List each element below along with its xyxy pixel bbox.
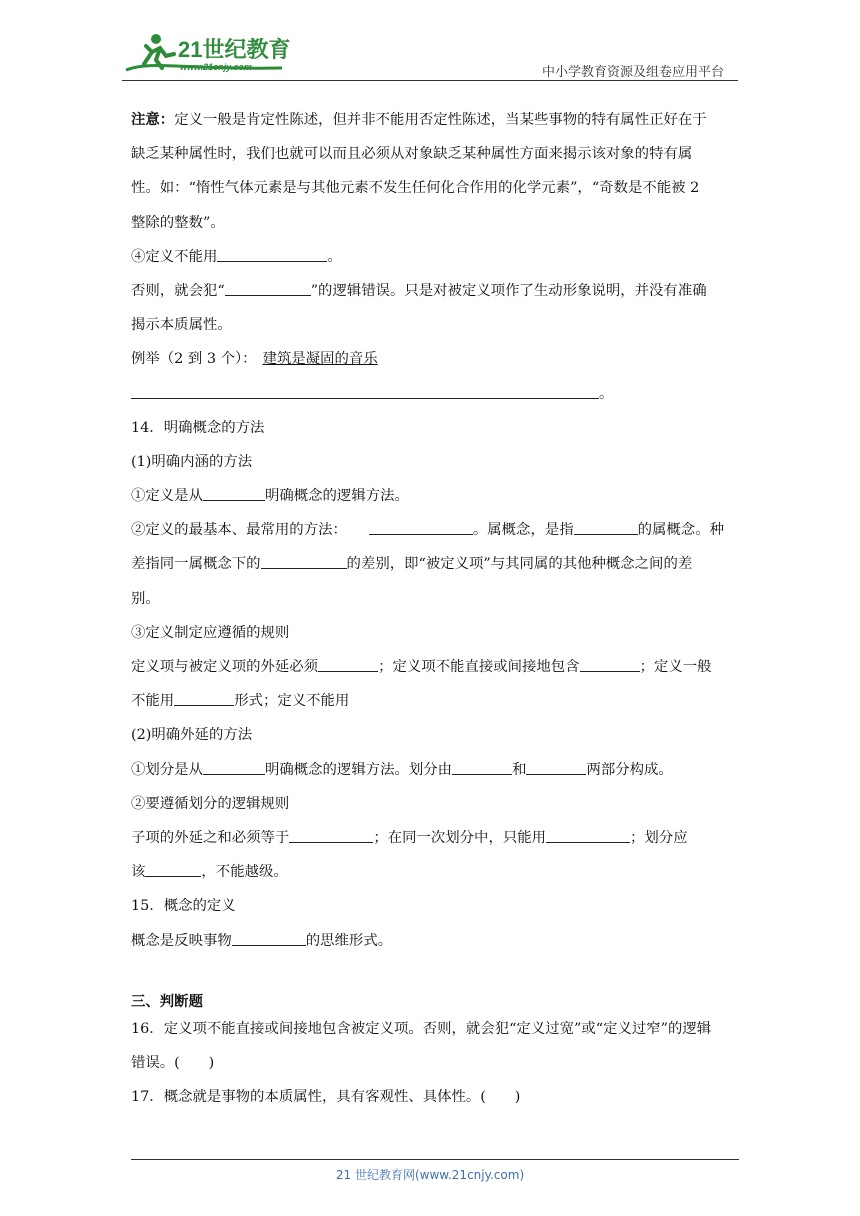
note-line-4: 整除的整数”。 [131, 214, 225, 231]
21cnjy-logo [122, 30, 292, 78]
footer-divider [131, 1159, 739, 1160]
q14-1b [131, 516, 731, 550]
rule-4-end: 。 [327, 248, 342, 265]
document-body [131, 106, 731, 1117]
q14-2b: ②要遵循划分的逻辑规则 [131, 795, 290, 812]
q15-text-b: 的思维形式。 [305, 932, 393, 949]
otherwise-text-a: 否则，就会犯“ [131, 282, 225, 299]
answer-blank[interactable] [574, 519, 638, 535]
q14-1c-text-a: 定义项与被定义项的外延必须 [131, 659, 319, 675]
answer-blank[interactable] [289, 827, 373, 843]
q14-2a-text-d: 两部分构成。 [586, 761, 673, 778]
q14-part-2: (2)明确外延的方法 [131, 727, 253, 744]
answer-blank[interactable] [203, 485, 265, 501]
section-gap [131, 961, 731, 989]
note-line-3: 性。如：“惰性气体元素是与其他元素不发生任何化合作用的化学元素”，“奇数是不能被 2 [131, 180, 700, 197]
answer-blank[interactable] [225, 280, 311, 296]
answer-blank[interactable] [261, 553, 347, 569]
example-line [131, 345, 731, 379]
answer-blank[interactable] [232, 930, 306, 946]
q14-1a [131, 482, 731, 516]
q14-2b-text-b: ；在同一次划分中，只能用 [373, 829, 547, 846]
svg-text:www.21cnjy.com: www.21cnjy.com [180, 62, 252, 72]
otherwise-line-2: 揭示本质属性。 [131, 317, 232, 334]
answer-blank[interactable] [217, 246, 327, 262]
question-16-line-1: 16．定义项不能直接或间接地包含被定义项。否则，就会犯“定义过宽”或“定义过窄”的逻辑 [131, 1020, 712, 1037]
example-blank-line [131, 380, 731, 414]
rule-4-text: ④定义不能用 [131, 248, 218, 265]
q15-text-a: 概念是反映事物 [131, 932, 232, 949]
q14-2b-text-a: 子项的外延之和必须等于 [131, 829, 290, 846]
q14-2a [131, 756, 731, 790]
q15-line [131, 927, 731, 961]
rule-4 [131, 243, 731, 277]
q14-1c: ③定义制定应遵循的规则 [131, 624, 290, 641]
q14-part-1: (1)明确内涵的方法 [131, 453, 253, 470]
q14-1b-text-c: 的属概念。种 [637, 522, 724, 539]
q14-2a-text-a: ①划分是从 [131, 761, 203, 778]
q14-1c-text-c: ；定义一般 [639, 659, 712, 675]
q14-1a-text-a: ①定义是从 [131, 488, 203, 505]
note-label: 注意： [131, 111, 175, 128]
question-16-line-2: 错误。( ) [131, 1054, 215, 1071]
q14-1b-text-b: 。属概念，是指 [472, 522, 574, 539]
answer-blank[interactable] [203, 759, 265, 775]
example-label: 例举（2 到 3 个）： [131, 351, 257, 368]
q14-2a-text-b: 明确概念的逻辑方法。划分由 [264, 761, 453, 778]
q14-1c-rules-cont [131, 687, 731, 721]
q14-1c-text-e: 形式；定义不能用 [234, 693, 350, 710]
q14-2b-text-e: ，不能越级。 [201, 864, 288, 881]
example-end: 。 [599, 385, 614, 402]
question-17: 17．概念就是事物的本质属性，具有客观性、具体性。( ) [131, 1089, 521, 1106]
answer-blank[interactable] [526, 759, 586, 775]
answer-blank[interactable] [318, 656, 378, 672]
example-answer: 建筑是凝固的音乐 [262, 351, 378, 368]
q14-1c-text-b: ；定义项不能直接或间接地包含 [378, 659, 580, 675]
question-15-title: 15．概念的定义 [131, 898, 236, 915]
q14-1c-text-d: 不能用 [131, 693, 175, 710]
answer-blank[interactable] [174, 690, 234, 706]
q14-2a-text-c: 和 [512, 761, 527, 778]
answer-blank[interactable] [580, 656, 640, 672]
section-3-title: 三、判断题 [131, 992, 203, 1010]
note-line-1 [131, 106, 731, 140]
q14-2b-rules [131, 824, 731, 858]
q14-2b-text-d: 该 [131, 864, 146, 881]
footer-text: 21 世纪教育网(www.21cnjy.com) [335, 1168, 525, 1182]
q14-1b-cont [131, 550, 731, 584]
answer-blank[interactable] [546, 827, 630, 843]
answer-blank[interactable] [131, 383, 599, 399]
q14-1c-rules [131, 653, 731, 687]
q14-1a-text-b: 明确概念的逻辑方法。 [264, 488, 409, 505]
q14-1b-text-e: 的差别，即“被定义项”与其同属的其他种概念之间的差 [346, 556, 693, 573]
answer-blank[interactable] [452, 759, 512, 775]
otherwise-text-b: ”的逻辑错误。只是对被定义项作了生动形象说明，并没有准确 [310, 282, 707, 299]
note-line-2: 缺乏某种属性时，我们也就可以而且必须从对象缺乏某种属性方面来揭示该对象的特有属 [131, 146, 693, 163]
q14-1b-text-a: ②定义的最基本、最常用的方法： [131, 522, 347, 539]
svg-text:21世纪教育: 21世纪教育 [178, 37, 291, 62]
q14-1b-text-d: 差指同一属概念下的 [131, 556, 261, 573]
header-divider [122, 80, 738, 81]
note-text-1: 定义一般是肯定性陈述，但并非不能用否定性陈述，当某些事物的特有属性正好在于 [174, 112, 707, 128]
otherwise-line [131, 277, 731, 311]
question-14-title: 14．明确概念的方法 [131, 419, 265, 436]
q14-2b-rules-cont [131, 858, 731, 892]
answer-blank[interactable] [145, 861, 201, 877]
answer-blank[interactable] [369, 519, 473, 535]
q14-1b-end: 别。 [131, 590, 160, 607]
q14-2b-text-c: ；划分应 [630, 829, 688, 846]
platform-name: 中小学教育资源及组卷应用平台 [541, 65, 724, 80]
